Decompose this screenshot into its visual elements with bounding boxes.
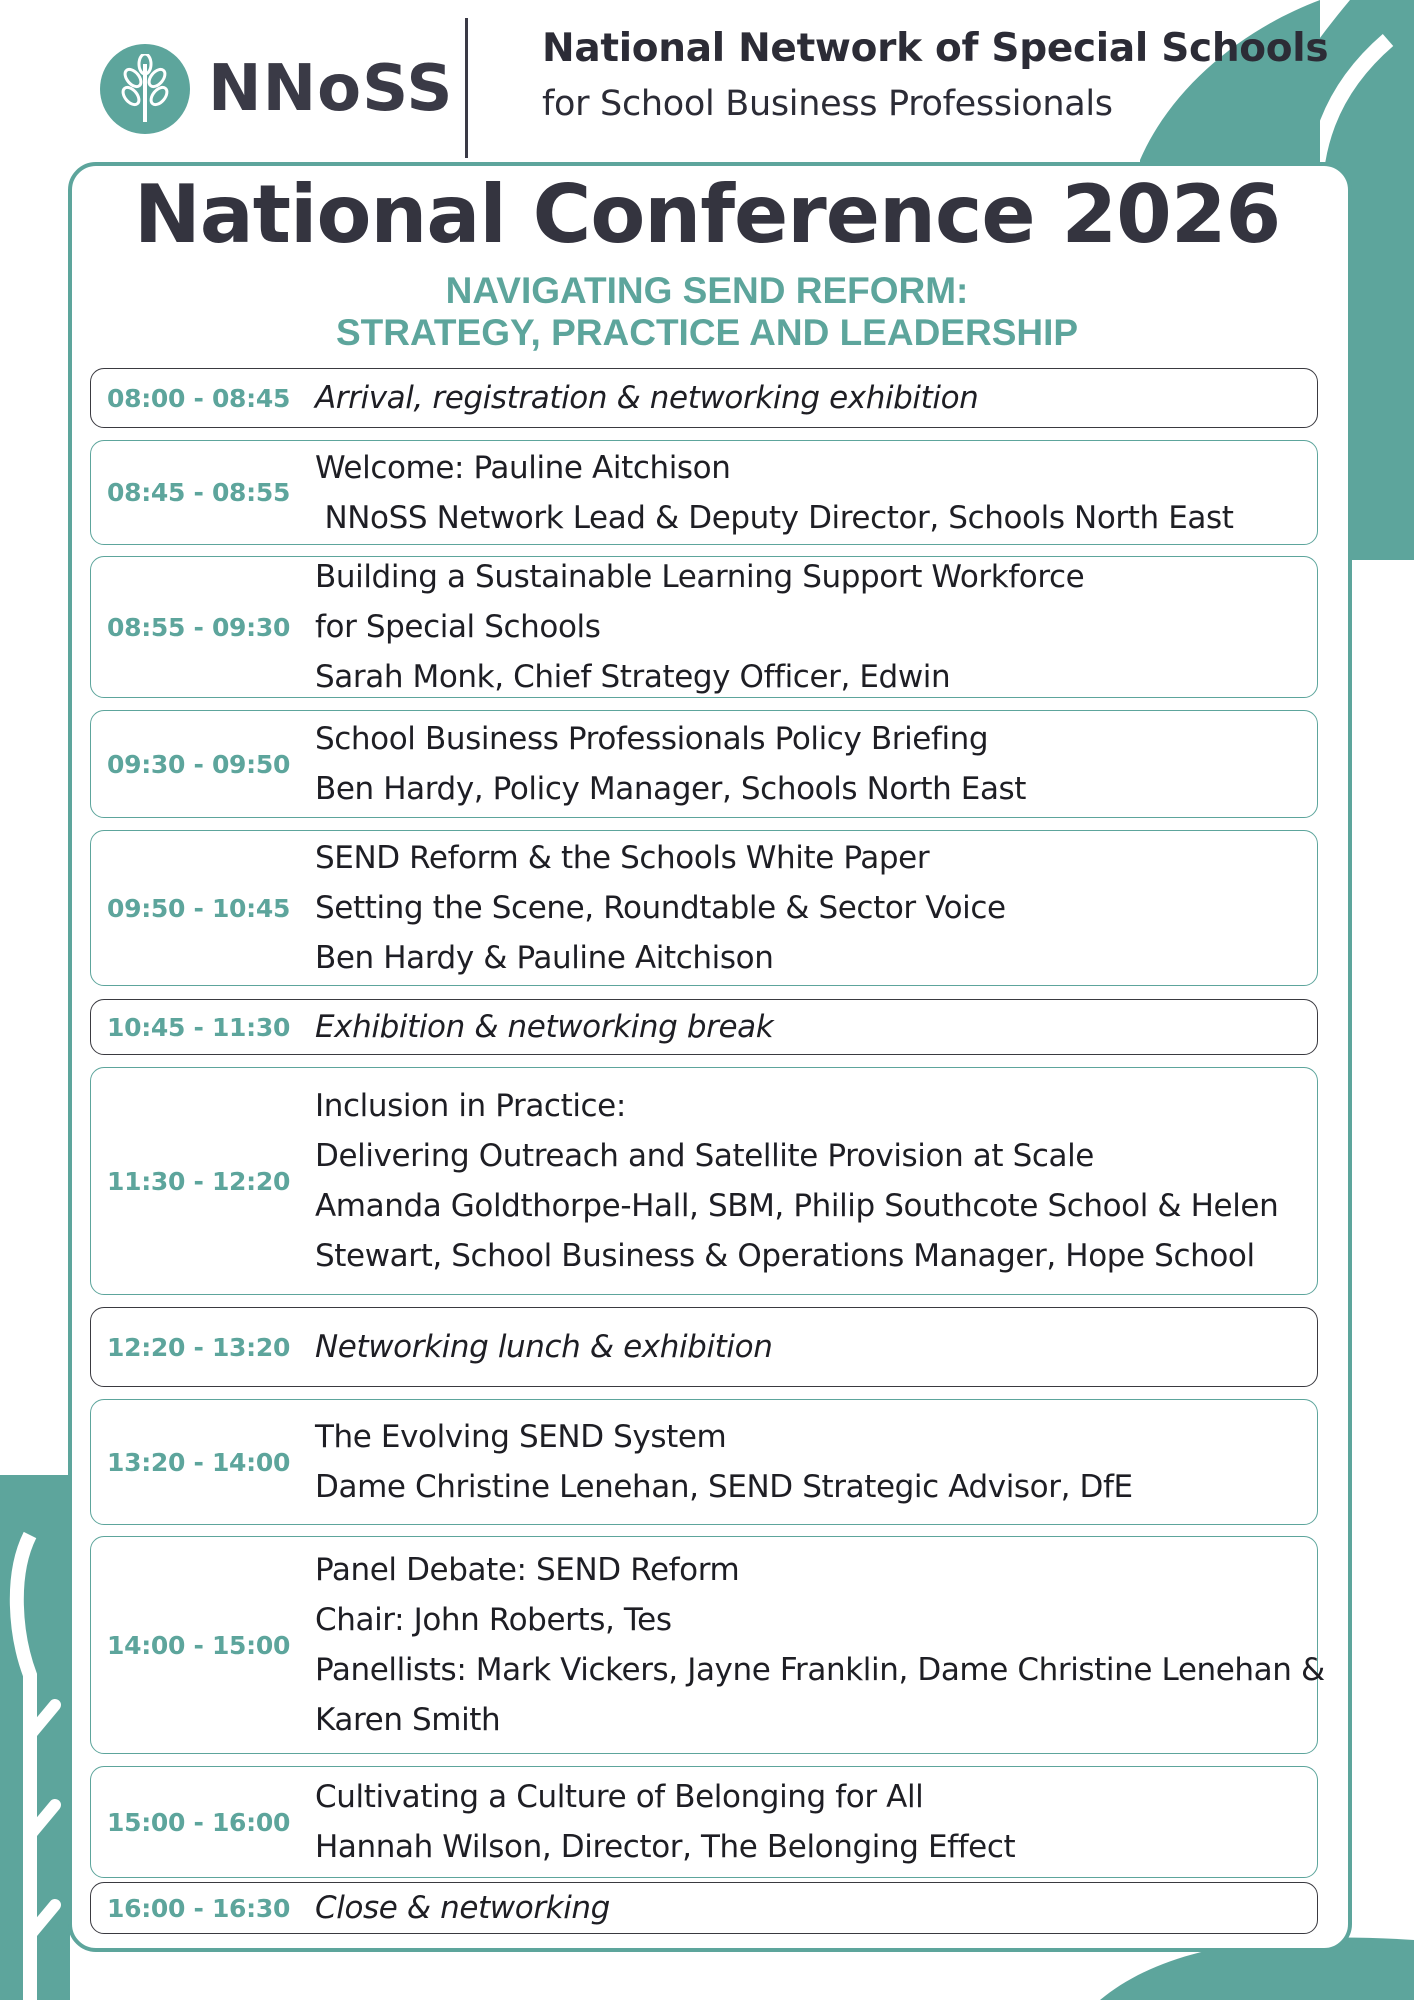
agenda-break-row xyxy=(90,368,1318,428)
logo-text: NNoSS xyxy=(208,52,454,126)
session-title: The Evolving SEND System xyxy=(315,1419,727,1455)
agenda-session-row xyxy=(90,710,1318,818)
agenda-session-row xyxy=(90,1399,1318,1525)
session-time: 08:45 - 08:55 xyxy=(107,478,291,507)
agenda-session-row xyxy=(90,440,1318,545)
session-title: Panel Debate: SEND Reform xyxy=(315,1552,740,1588)
agenda-session-row xyxy=(90,556,1318,698)
agenda-break-row xyxy=(90,1882,1318,1934)
session-details xyxy=(315,1537,1325,1753)
session-detail-line: Dame Christine Lenehan, SEND Strategic Advisor, DfE xyxy=(315,1469,1133,1505)
session-time: 09:30 - 09:50 xyxy=(107,749,291,779)
session-detail-line: Ben Hardy, Policy Manager, Schools North East xyxy=(315,771,1027,807)
session-details xyxy=(315,1308,1309,1386)
session-time: 13:20 - 14:00 xyxy=(107,1447,291,1477)
session-details xyxy=(315,441,1309,544)
agenda-break-row xyxy=(90,999,1318,1055)
session-time: 11:30 - 12:20 xyxy=(107,1166,291,1196)
session-detail-line: for Special Schools xyxy=(315,609,601,645)
session-title: Building a Sustainable Learning Support Workforce xyxy=(315,559,1085,595)
agenda-session-row xyxy=(90,1536,1325,1754)
agenda-session-row xyxy=(90,830,1318,986)
session-title: Arrival, registration & networking exhibition xyxy=(315,380,979,416)
session-time: 08:00 - 08:45 xyxy=(107,383,291,413)
session-detail-line: Panellists: Mark Vickers, Jayne Franklin, Dame Christine Lenehan & xyxy=(315,1652,1325,1688)
session-details xyxy=(315,557,1309,697)
header-divider xyxy=(465,18,468,158)
session-detail-line: Delivering Outreach and Satellite Provision at Scale xyxy=(315,1138,1094,1174)
session-detail-line: Amanda Goldthorpe-Hall, SBM, Philip Southcote School & Helen xyxy=(315,1188,1279,1224)
session-details xyxy=(315,1883,1309,1933)
conference-subtitle-line2: STRATEGY, PRACTICE AND LEADERSHIP xyxy=(335,312,1079,353)
org-name: National Network of Special Schools xyxy=(542,26,1329,71)
logo xyxy=(100,40,453,138)
session-title: Cultivating a Culture of Belonging for All xyxy=(315,1779,924,1815)
session-time: 09:50 - 10:45 xyxy=(107,893,291,923)
session-title: School Business Professionals Policy Briefing xyxy=(315,721,989,757)
session-detail-line: Sarah Monk, Chief Strategy Officer, Edwin xyxy=(315,659,951,695)
session-title: SEND Reform & the Schools White Paper xyxy=(315,840,930,876)
session-title: Exhibition & networking break xyxy=(315,1009,774,1045)
agenda-break-row xyxy=(90,1307,1318,1387)
session-detail-line: Ben Hardy & Pauline Aitchison xyxy=(315,940,774,976)
session-detail-line: Hannah Wilson, Director, The Belonging Effect xyxy=(315,1829,1016,1865)
session-time: 15:00 - 16:00 xyxy=(107,1807,291,1837)
conference-subtitle-line1: NAVIGATING SEND REFORM: xyxy=(445,270,969,311)
session-details xyxy=(315,1400,1309,1524)
session-title: Networking lunch & exhibition xyxy=(315,1329,773,1365)
session-time: 10:45 - 11:30 xyxy=(107,1012,291,1042)
session-details xyxy=(315,1068,1309,1294)
leaf-tree-icon xyxy=(100,44,190,134)
session-detail-line: Setting the Scene, Roundtable & Sector Voice xyxy=(315,890,1006,926)
session-details xyxy=(315,1000,1309,1054)
org-subtitle: for School Business Professionals xyxy=(542,84,1113,124)
session-details xyxy=(315,1767,1309,1877)
session-details xyxy=(315,711,1309,817)
agenda-session-row xyxy=(90,1766,1318,1878)
agenda-session-row xyxy=(90,1067,1318,1295)
session-details xyxy=(315,831,1309,985)
session-detail-line: Karen Smith xyxy=(315,1702,501,1738)
session-time: 14:00 - 15:00 xyxy=(107,1630,291,1660)
session-time: 08:55 - 09:30 xyxy=(107,612,291,642)
session-details xyxy=(315,369,1309,427)
session-detail-line: NNoSS Network Lead & Deputy Director, Schools North East xyxy=(315,499,1234,536)
session-title: Inclusion in Practice: xyxy=(315,1088,626,1124)
session-title: Close & networking xyxy=(315,1890,610,1926)
session-detail-line: Stewart, School Business & Operations Manager, Hope School xyxy=(315,1238,1255,1274)
session-time: 12:20 - 13:20 xyxy=(107,1332,291,1362)
session-detail-line: Chair: John Roberts, Tes xyxy=(315,1602,672,1638)
session-time: 16:00 - 16:30 xyxy=(107,1893,291,1923)
session-title: Welcome: Pauline Aitchison xyxy=(315,449,731,486)
conference-title: National Conference 2026 xyxy=(133,168,1281,261)
